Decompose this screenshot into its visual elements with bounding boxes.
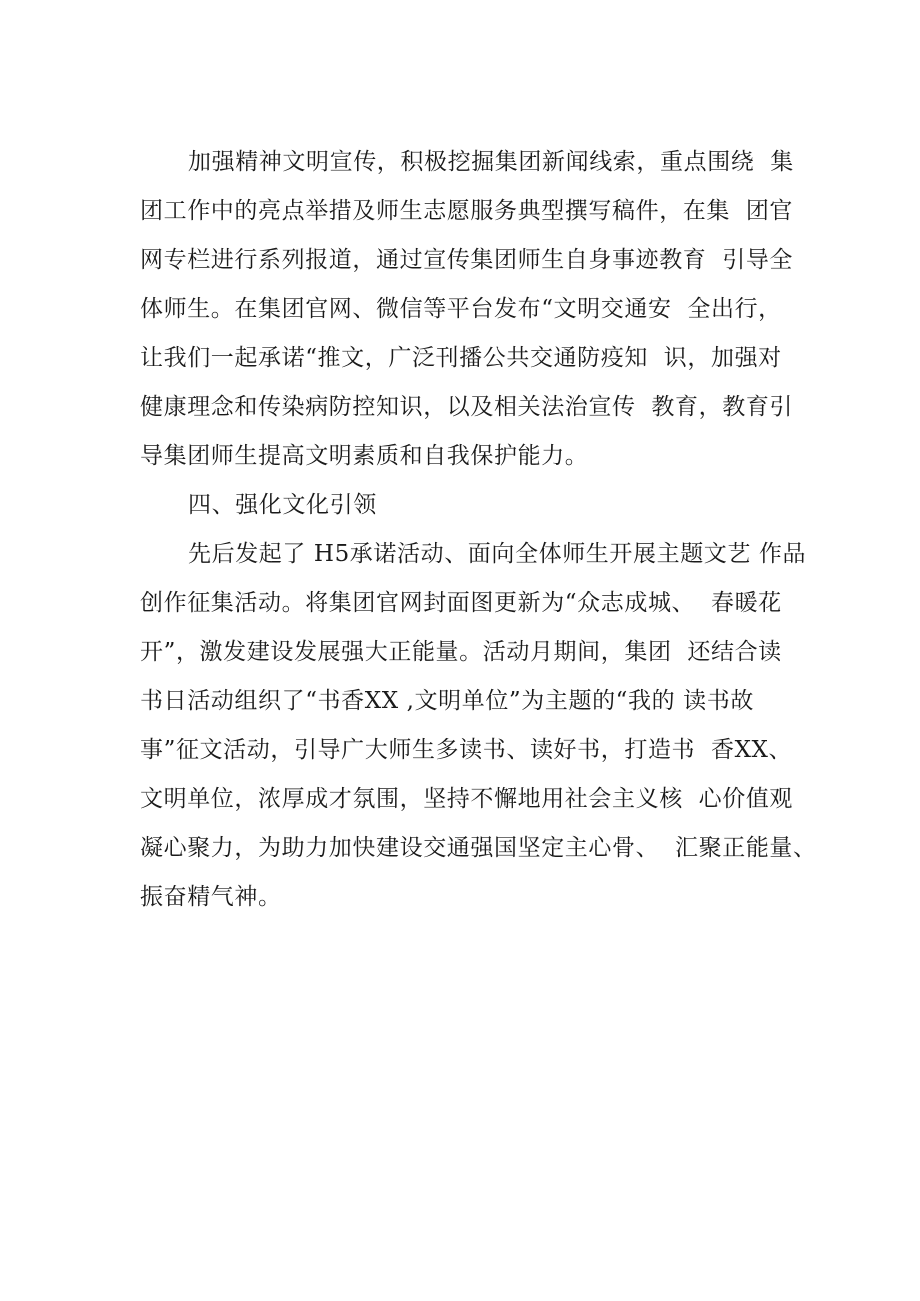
paragraph-2-line-3: 开”，激发建设发展强大正能量。活动月期间，集团 还结合读 — [140, 639, 782, 665]
paragraph-2-line-5: 事”征文活动，引导广大师生多读书、读好书，打造书 香XX、 — [140, 737, 793, 763]
paragraph-1-line-4: 体师生。在集团官网、微信等平台发布“文明交通安 全出行， — [140, 296, 782, 322]
paragraph-2-line-6: 文明单位，浓厚成才氛围，坚持不懈地用社会主义核 心价值观 — [140, 786, 794, 812]
paragraph-2-line-8: 振奋精气神。 — [140, 884, 282, 910]
paragraph-2-line-4: 书日活动组织了“书香XX ,文明单位”为主题的“我的 读书故 — [140, 688, 754, 714]
paragraph-1-line-3: 网专栏进行系列报道，通过宣传集团师生自身事迹教育 引导全 — [140, 247, 794, 273]
paragraph-1-line-2: 团工作中的亮点举措及师生志愿服务典型撰写稿件，在集 团官 — [140, 198, 794, 224]
paragraph-1-line-6: 健康理念和传染病防控知识，以及相关法治宣传 教育，教育引 — [140, 394, 794, 420]
paragraph-1-line-5: 让我们一起承诺“推文，广泛刊播公共交通防疫知 识，加强对 — [140, 345, 782, 371]
paragraph-2-line-7: 凝心聚力，为助力加快建设交通强国坚定主心骨、 汇聚正能量、 — [140, 835, 817, 861]
paragraph-1-line-7: 导集团师生提高文明素质和自我保护能力。 — [140, 443, 589, 469]
paragraph-2-line-1: 先后发起了 H5承诺活动、面向全体师生开展主题文艺 作品 — [188, 541, 807, 567]
section-heading-4: 四、强化文化引领 — [188, 492, 377, 518]
paragraph-1-line-1: 加强精神文明宣传，积极挖掘集团新闻线索，重点围绕 集 — [188, 149, 794, 175]
paragraph-2-line-2: 创作征集活动。将集团官网封面图更新为“众志成城、 春暖花 — [140, 590, 782, 616]
